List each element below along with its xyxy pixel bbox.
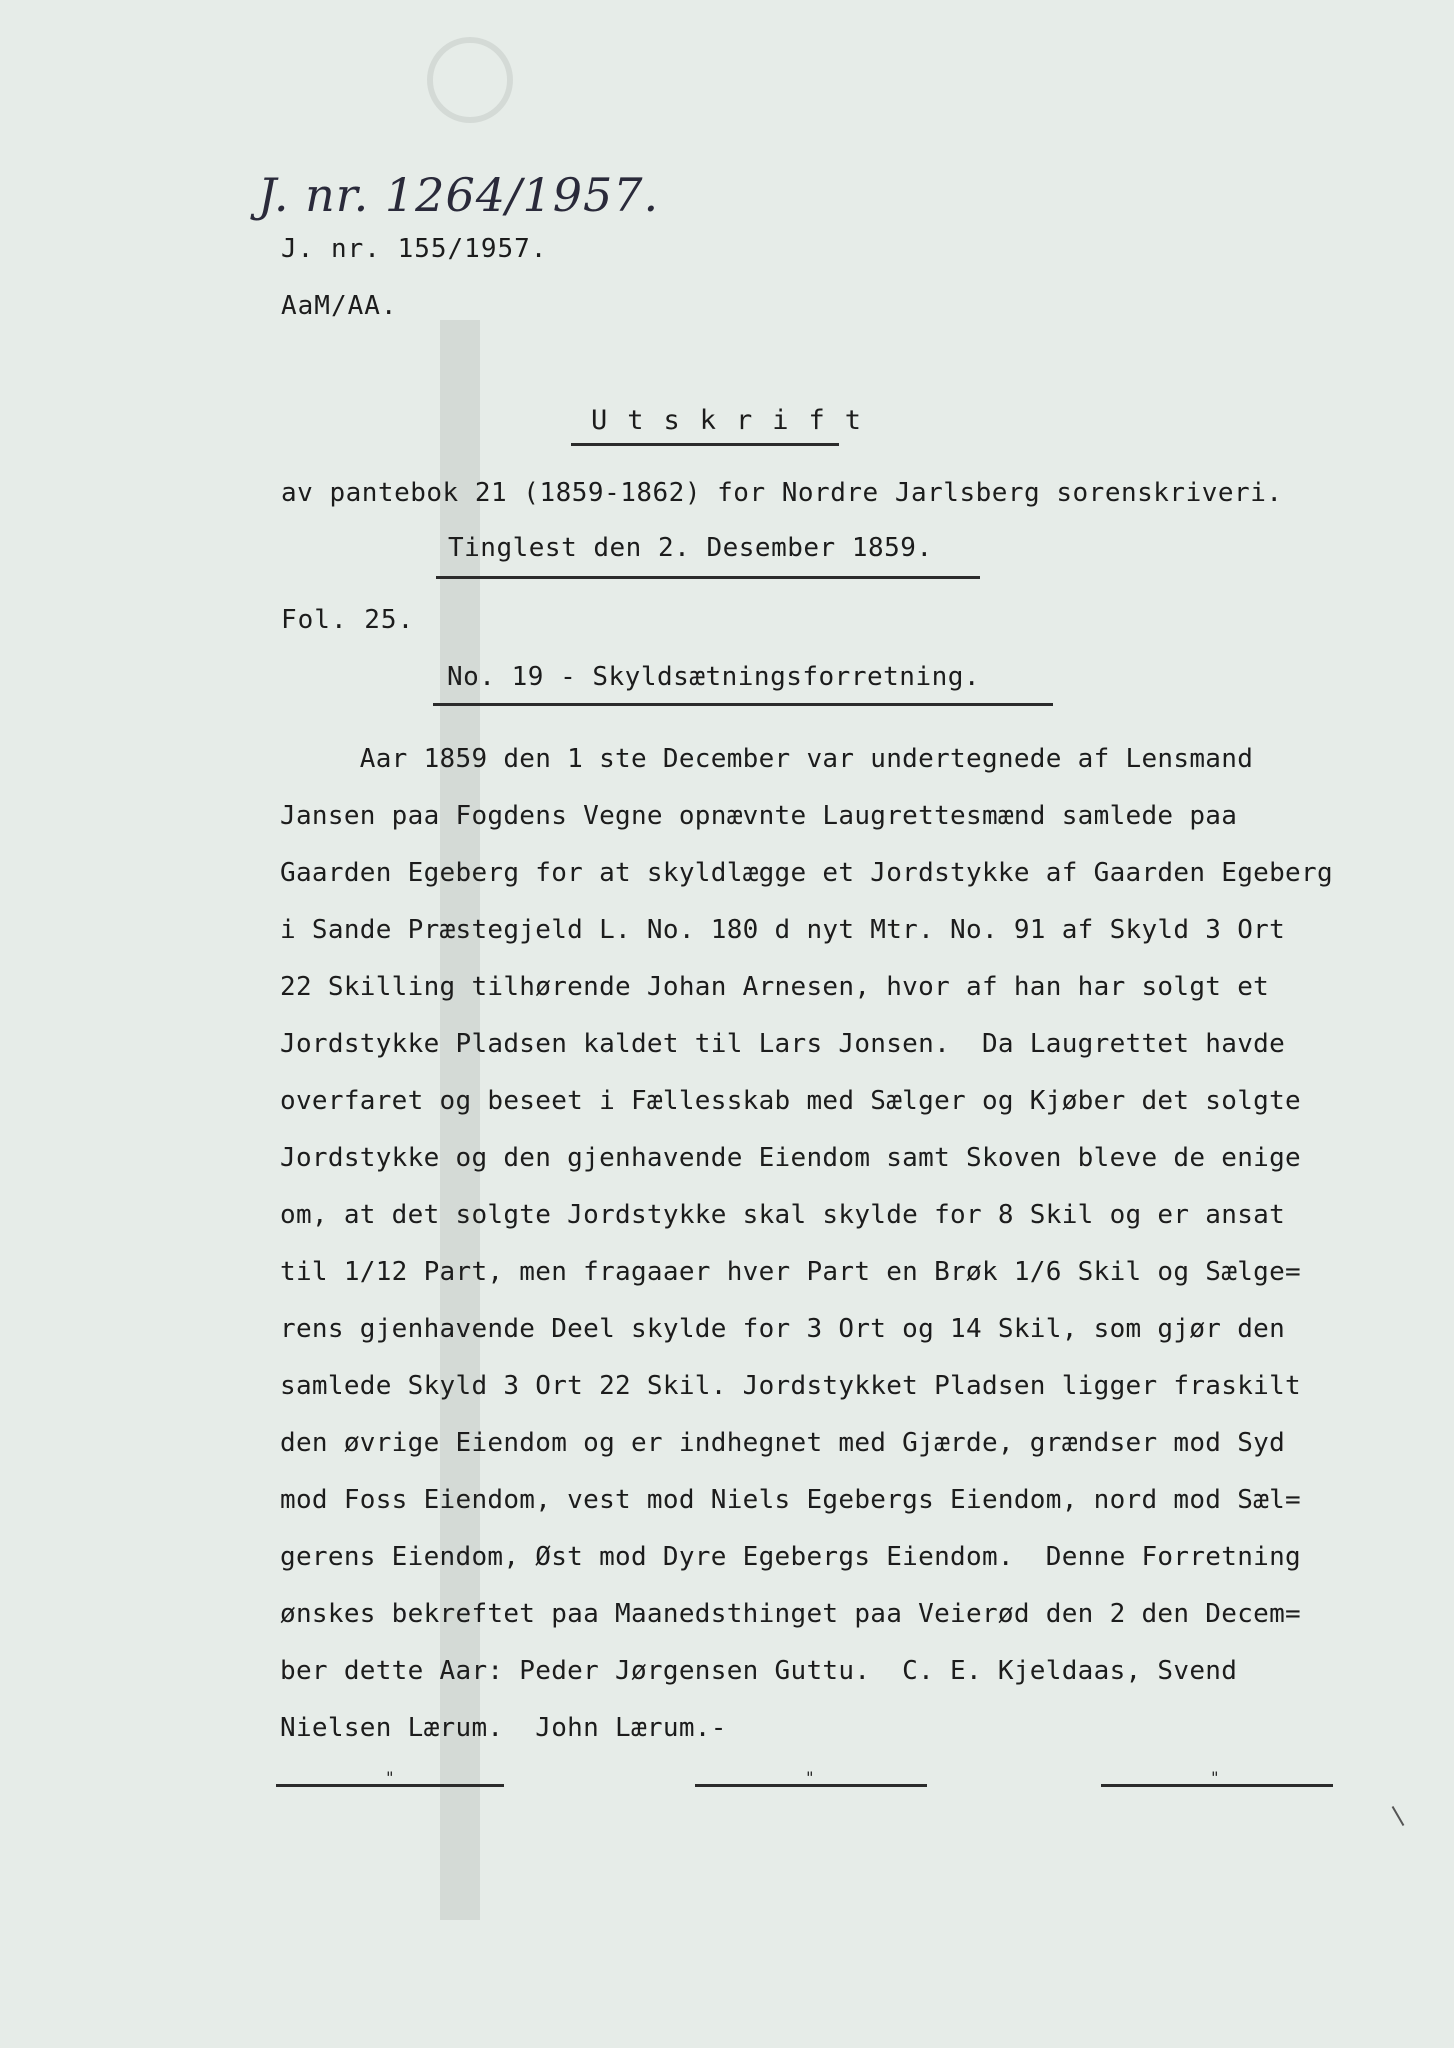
document-title: Utskrift	[590, 405, 882, 436]
handwritten-reference: J. nr. 1264/1957.	[258, 168, 660, 222]
body-line: samlede Skyld 3 Ort 22 Skil. Jordstykket Pladsen ligger fraskilt	[280, 1371, 1302, 1401]
entry-heading: No. 19 - Skyldsætningsforretning.	[447, 662, 981, 692]
folio-number: Fol. 25.	[281, 605, 415, 635]
body-line: om, at det solgte Jordstykke skal skylde for 8 Skil og er ansat	[280, 1200, 1286, 1230]
document-body	[280, 731, 1440, 1757]
clerk-initials: AaM/AA.	[281, 291, 398, 321]
journal-number: J. nr. 155/1957.	[281, 234, 548, 264]
page-corner-mark	[1392, 1806, 1405, 1826]
entry-heading-underline	[433, 703, 1053, 706]
body-line: Nielsen Lærum. John Lærum.-	[280, 1713, 727, 1743]
document-subtitle: av pantebok 21 (1859-1862) for Nordre Jarlsberg sorenskriveri.	[281, 478, 1283, 508]
registration-date-underline	[436, 576, 980, 579]
title-underline	[571, 443, 839, 446]
body-line: mod Foss Eiendom, vest mod Niels Egebergs Eiendom, nord mod Sæl=	[280, 1485, 1302, 1515]
body-line: 22 Skilling tilhørende Johan Arnesen, hvor af han har solgt et	[280, 972, 1270, 1002]
registration-date: Tinglest den 2. Desember 1859.	[448, 533, 933, 563]
body-line: Jordstykke Pladsen kaldet til Lars Jonsen. Da Laugrettet havde	[280, 1029, 1286, 1059]
signature-ditto-right: "	[1210, 1768, 1220, 1787]
body-line: Aar 1859 den 1 ste December var undertegnede af Lensmand	[280, 744, 1254, 774]
body-line: ønskes bekreftet paa Maanedsthinget paa Veierød den 2 den Decem=	[280, 1599, 1302, 1629]
body-line: rens gjenhavende Deel skylde for 3 Ort og 14 Skil, som gjør den	[280, 1314, 1286, 1344]
body-line: ber dette Aar: Peder Jørgensen Guttu. C. E. Kjeldaas, Svend	[280, 1656, 1238, 1686]
body-line: Gaarden Egeberg for at skyldlægge et Jordstykke af Gaarden Egeberg	[280, 858, 1333, 888]
body-line: til 1/12 Part, men fragaaer hver Part en Brøk 1/6 Skil og Sælge=	[280, 1257, 1302, 1287]
body-line: Jansen paa Fogdens Vegne opnævnte Laugrettesmænd samlede paa	[280, 801, 1238, 831]
signature-ditto-center: "	[805, 1768, 815, 1787]
body-line: i Sande Præstegjeld L. No. 180 d nyt Mtr. No. 91 af Skyld 3 Ort	[280, 915, 1286, 945]
signature-ditto-left: "	[385, 1768, 395, 1787]
body-line: den øvrige Eiendom og er indhegnet med Gjærde, grændser mod Syd	[280, 1428, 1286, 1458]
body-line: gerens Eiendom, Øst mod Dyre Egebergs Eiendom. Denne Forretning	[280, 1542, 1302, 1572]
body-line: overfaret og beseet i Fællesskab med Sælger og Kjøber det solgte	[280, 1086, 1302, 1116]
body-line: Jordstykke og den gjenhavende Eiendom samt Skoven bleve de enige	[280, 1143, 1302, 1173]
